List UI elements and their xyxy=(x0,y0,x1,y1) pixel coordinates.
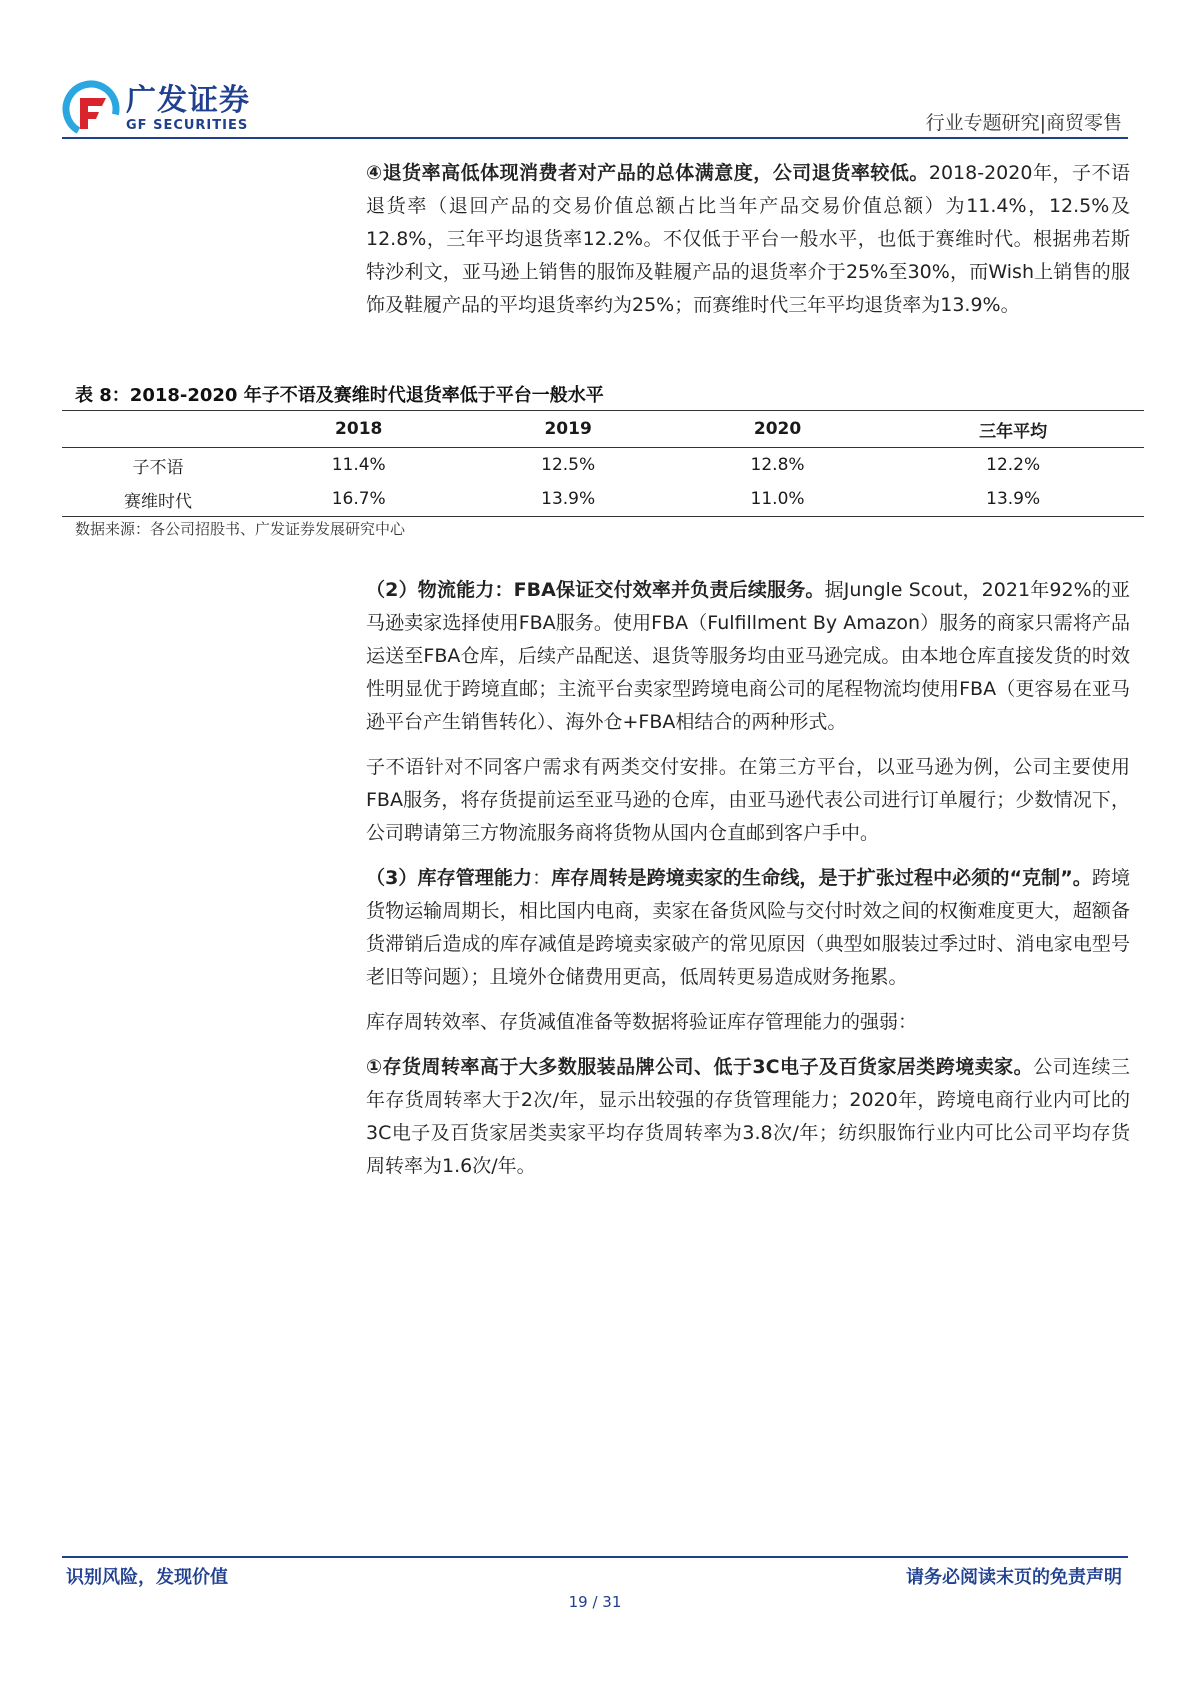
table-header-cell xyxy=(62,411,254,448)
table-cell: 12.8% xyxy=(750,455,805,475)
inventory-subheading: 库存周转是跨境卖家的生命线，是于扩张过程中必须的“克制”。 xyxy=(551,867,1092,889)
table-row xyxy=(62,448,1144,483)
delivery-paragraph: 子不语针对不同客户需求有两类交付安排。在第三方平台，以亚马逊为例，公司主要使用FBA服务，将存货提前运至亚马逊的仓库，由亚马逊代表公司进行订单履行；少数情况下，公司聘请第三方物流服务商将货物从国内仓直邮到客户手中。 xyxy=(366,756,1130,844)
turnover-paragraph xyxy=(366,1051,1130,1183)
table-title: 表 8：2018-2020 年子不语及赛维时代退货率低于平台一般水平 xyxy=(75,385,604,406)
inventory-paragraph xyxy=(366,862,1130,994)
table-cell: 16.7% xyxy=(254,482,463,517)
return-rate-section xyxy=(366,157,1130,334)
table-header-row xyxy=(62,411,1144,448)
inventory-text: 跨境货物运输周期长，相比国内电商，卖家在备货风险与交付时效之间的权衡难度更大，超额备货滞销后造成的库存减值是跨境卖家破产的常见原因（典型如服装过季过时、消电家电型号老旧等问题）；且境外仓储费用更高，低周转更易造成财务拖累。 xyxy=(366,867,1130,988)
logistics-text: 据Jungle Scout，2021年92%的亚马逊卖家选择使用FBA服务。使用FBA（Fulfillment By Amazon）服务的商家只需将产品运送至FBA仓库，后续产品配送、退货等服务均由亚马逊完成。由本地仓库直接发货的时效性明显优于跨境直邮；主流平台卖家型跨境电商公司的尾程物流均使用FBA（更容易在亚马逊平台产生销售转化）、海外仓+FBA相结合的两种形式。 xyxy=(366,579,1130,733)
logo-english-name: GF SECURITIES xyxy=(126,118,249,133)
return-rate-table xyxy=(62,410,1144,517)
table-cell: 11.4% xyxy=(331,455,386,475)
table-header-cell: 三年平均 xyxy=(882,411,1144,448)
table-row-label: 子不语 xyxy=(132,457,184,478)
table-header-cell: 2018 xyxy=(254,411,463,448)
footer-disclaimer: 请务必阅读末页的免责声明 xyxy=(906,1567,1122,1588)
turnover-heading: ①存货周转率高于大多数服装品牌公司、低于3C电子及百货家居类跨境卖家。 xyxy=(366,1056,1034,1078)
inventory-heading: （3）库存管理能力 xyxy=(366,867,533,889)
inventory-colon: ： xyxy=(532,867,552,889)
table-cell: 11.0% xyxy=(673,482,882,517)
table-header-cell: 2019 xyxy=(463,411,672,448)
table-cell: 13.9% xyxy=(882,482,1144,517)
table-cell: 12.2% xyxy=(986,455,1041,475)
logistics-inventory-section xyxy=(366,574,1130,1195)
table-row-label: 赛维时代 xyxy=(62,482,254,517)
table-cell: 13.9% xyxy=(463,482,672,517)
table-row xyxy=(62,482,1144,517)
company-logo xyxy=(62,80,250,138)
logistics-heading: （2）物流能力：FBA保证交付效率并负责后续服务。 xyxy=(366,579,825,601)
turnover-text: 公司连续三年存货周转率大于2次/年，显示出较强的存货管理能力；2020年，跨境电商行业内可比的3C电子及百货家居类卖家平均存货周转率为3.8次/年；纺织服饰行业内可比公司平均存货周转率为1.6次/年。 xyxy=(366,1056,1130,1177)
inventory-metrics-paragraph: 库存周转效率、存货减值准备等数据将验证库存管理能力的强弱： xyxy=(366,1011,918,1033)
logistics-paragraph xyxy=(366,574,1130,739)
logo-chinese-name: 广发证券 xyxy=(126,83,250,118)
return-rate-heading: ④退货率高低体现消费者对产品的总体满意度，公司退货率较低。 xyxy=(366,162,929,184)
gf-logo-icon xyxy=(62,80,120,138)
footer-slogan: 识别风险，发现价值 xyxy=(66,1567,228,1588)
return-rate-text: 2018-2020年，子不语退货率（退回产品的交易价值总额占比当年产品交易价值总额）为11.4%，12.5%及12.8%，三年平均退货率12.2%。不仅低于平台一般水平，也低于赛维时代。根据弗若斯特沙利文，亚马逊上销售的服饰及鞋履产品的退货率介于25%至30%，而Wish上销售的服饰及鞋履产品的平均退货率约为25%；而赛维时代三年平均退货率为13.9%。 xyxy=(366,162,1130,316)
table-header-cell: 2020 xyxy=(673,411,882,448)
return-rate-paragraph xyxy=(366,157,1130,322)
footer-divider xyxy=(62,1556,1128,1558)
table-source: 数据来源：各公司招股书、广发证券发展研究中心 xyxy=(75,520,406,538)
table-cell: 12.5% xyxy=(541,455,596,475)
report-category: 行业专题研究|商贸零售 xyxy=(925,112,1122,134)
header-divider xyxy=(62,137,1128,139)
page-number: 19 / 31 xyxy=(568,1593,622,1611)
